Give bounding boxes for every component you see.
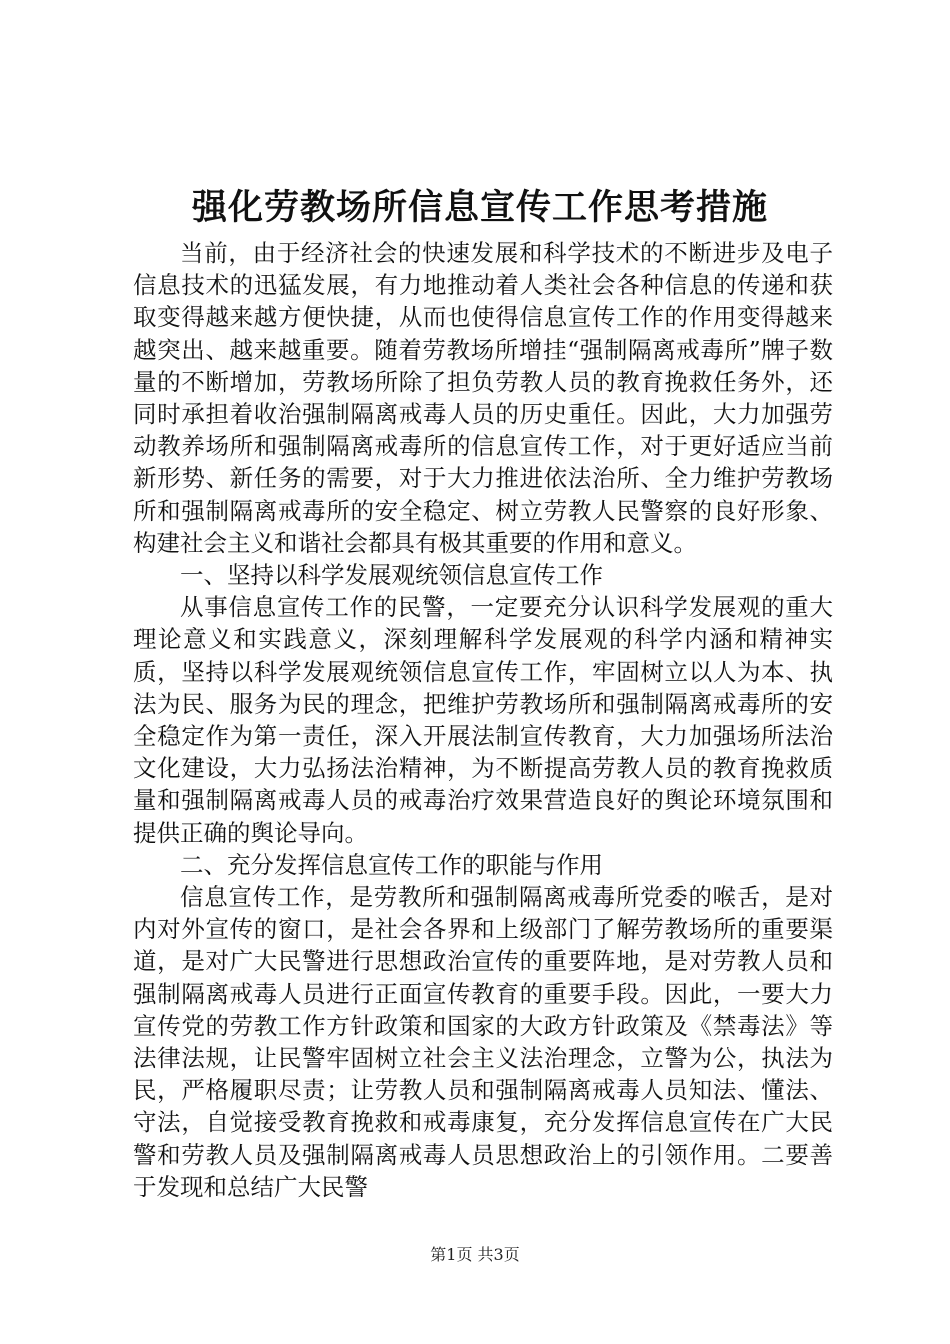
section-heading-2: 二、充分发挥信息宣传工作的职能与作用 [180,850,603,879]
paragraph-section-2: 信息宣传工作，是劳教所和强制隔离戒毒所党委的喉舌，是对内对外宣传的窗口，是社会各界和上级部门了解劳教场所的重要渠道，是对广大民警进行思想政治宣传的重要阵地，是对劳教人员和强制隔离戒毒人员进行正面宣传教育的重要手段。因此，一要大力宣传党的劳教工作方针政策和国家的大政方针政策及《禁毒法》等法律法规，让民警牢固树立社会主义法治理念，立警为公，执法为民，严格履职尽责；让劳教人员和强制隔离戒毒人员知法、懂法、守法，自觉接受教育挽救和戒毒康复，充分发挥信息宣传在广大民警和劳教人员及强制隔离戒毒人员思想政治上的引领作用。二要善于发现和总结广大民警 [133,883,833,1201]
paragraph-section-1: 从事信息宣传工作的民警，一定要充分认识科学发展观的重大理论意义和实践意义，深刻理解科学发展观的科学内涵和精神实质，坚持以科学发展观统领信息宣传工作，牢固树立以人为本、执法为民、服务为民的理念，把维护劳教场所和强制隔离戒毒所的安全稳定作为第一责任，深入开展法制宣传教育，大力加强场所法治文化建设，大力弘扬法治精神，为不断提高劳教人员的教育挽救质量和强制隔离戒毒人员的戒毒治疗效果营造良好的舆论环境氛围和提供正确的舆论导向。 [133,593,833,847]
document-body [133,237,833,1203]
paragraph-intro: 当前，由于经济社会的快速发展和科学技术的不断进步及电子信息技术的迅猛发展，有力地推动着人类社会各种信息的传递和获取变得越来越方便快捷，从而也使得信息宣传工作的作用变得越来越突出、越来越重要。随着劳教场所增挂“强制隔离戒毒所”牌子数量的不断增加，劳教场所除了担负劳教人员的教育挽救任务外，还同时承担着收治强制隔离戒毒人员的历史重任。因此，大力加强劳动教养场所和强制隔离戒毒所的信息宣传工作，对于更好适应当前新形势、新任务的需要，对于大力推进依法治所、全力维护劳教场所和强制隔离戒毒所的安全稳定、树立劳教人民警察的良好形象、构建社会主义和谐社会都具有极其重要的作用和意义。 [133,239,833,557]
document-title: 强化劳教场所信息宣传工作思考措施 [191,187,768,228]
page-number-footer: 第1页 共3页 [430,1245,520,1264]
section-heading-1: 一、坚持以科学发展观统领信息宣传工作 [180,561,603,590]
